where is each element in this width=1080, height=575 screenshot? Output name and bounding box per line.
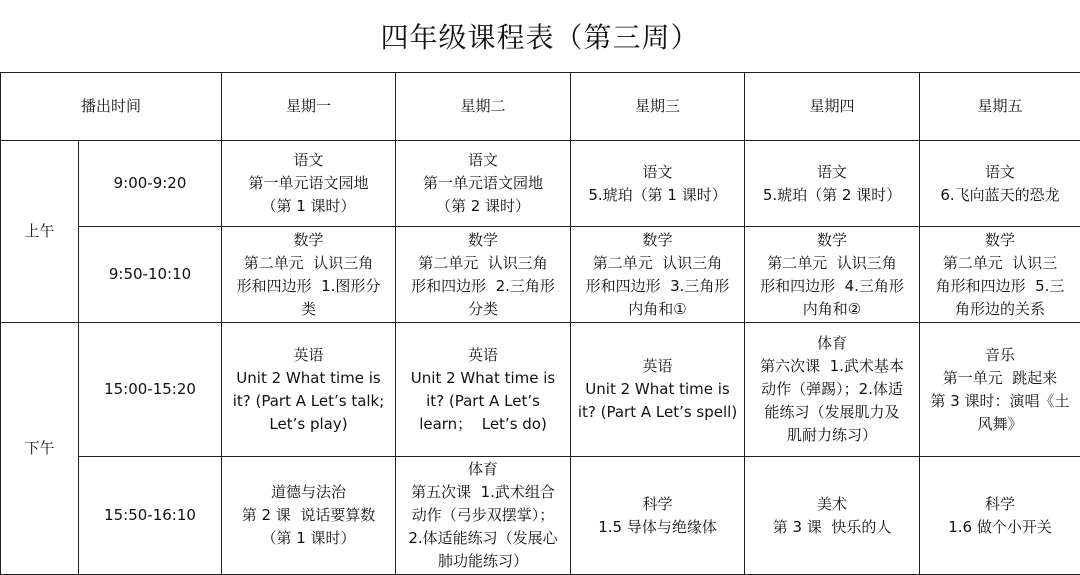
lesson-detail-line: it? (Part A Let’s spell): [577, 401, 738, 424]
subject-name: 音乐: [926, 344, 1074, 367]
lesson-detail-line: Let’s play): [228, 413, 389, 436]
header-day-friday: 星期五: [920, 73, 1080, 141]
lesson-detail-line: 角形和四边形 5.三: [926, 275, 1074, 298]
lesson-cell: [571, 323, 745, 457]
lesson-detail-line: 第一单元语文园地: [228, 172, 389, 195]
time-slot: 9:00-9:20: [79, 141, 222, 227]
subject-name: 语文: [402, 149, 564, 172]
lesson-cell: [920, 227, 1080, 323]
lesson-detail-line: 5.琥珀（第 1 课时）: [577, 184, 738, 207]
header-day-monday: 星期一: [222, 73, 396, 141]
time-slot: 9:50-10:10: [79, 227, 222, 323]
lesson-detail-line: 5.琥珀（第 2 课时）: [751, 184, 913, 207]
lesson-detail-line: 第 3 课 快乐的人: [751, 516, 913, 539]
lesson-detail-line: 形和四边形 4.三角形: [751, 275, 913, 298]
table-row: [1, 457, 1080, 575]
lesson-detail-line: 第二单元 认识三角: [577, 252, 738, 275]
lesson-detail-line: 1.6 做个小开关: [926, 516, 1074, 539]
subject-name: 科学: [577, 493, 738, 516]
subject-name: 语文: [228, 149, 389, 172]
lesson-cell: [396, 141, 571, 227]
subject-name: 数学: [751, 229, 913, 252]
subject-name: 体育: [402, 458, 564, 481]
lesson-detail-line: 动作（弹踢）；2.体适: [751, 378, 913, 401]
lesson-detail-line: （第 1 课时）: [228, 527, 389, 550]
lesson-cell: [396, 227, 571, 323]
header-time-column: 播出时间: [1, 73, 222, 141]
lesson-detail-line: 第二单元 认识三: [926, 252, 1074, 275]
lesson-detail-line: 风舞》: [926, 413, 1074, 436]
lesson-cell: [920, 457, 1080, 575]
lesson-detail-line: 第一单元 跳起来: [926, 367, 1074, 390]
subject-name: 数学: [402, 229, 564, 252]
subject-name: 语文: [751, 161, 913, 184]
lesson-detail-line: （第 2 课时）: [402, 195, 564, 218]
subject-name: 英语: [228, 344, 389, 367]
schedule-table: [0, 72, 1080, 575]
lesson-cell: [745, 457, 920, 575]
subject-name: 数学: [228, 229, 389, 252]
lesson-detail-line: 第 2 课 说话要算数: [228, 504, 389, 527]
table-row: [1, 323, 1080, 457]
lesson-detail-line: 第二单元 认识三角: [228, 252, 389, 275]
lesson-cell: [571, 227, 745, 323]
subject-name: 语文: [926, 161, 1074, 184]
period-morning: 上午: [1, 141, 79, 323]
lesson-detail-line: Unit 2 What time is: [228, 367, 389, 390]
lesson-cell: [222, 457, 396, 575]
subject-name: 数学: [577, 229, 738, 252]
lesson-detail-line: 形和四边形 3.三角形: [577, 275, 738, 298]
subject-name: 科学: [926, 493, 1074, 516]
lesson-detail-line: 肺功能练习）: [402, 550, 564, 573]
lesson-detail-line: 动作（弓步双摆掌）；: [402, 504, 564, 527]
lesson-detail-line: 第六次课 1.武术基本: [751, 355, 913, 378]
lesson-detail-line: 内角和①: [577, 298, 738, 321]
lesson-cell: [920, 141, 1080, 227]
lesson-detail-line: 角形边的关系: [926, 298, 1074, 321]
lesson-detail-line: 形和四边形 1.图形分: [228, 275, 389, 298]
lesson-detail-line: 第五次课 1.武术组合: [402, 481, 564, 504]
lesson-detail-line: 形和四边形 2.三角形: [402, 275, 564, 298]
table-row: [1, 227, 1080, 323]
header-day-thursday: 星期四: [745, 73, 920, 141]
lesson-cell: [222, 227, 396, 323]
lesson-cell: [571, 457, 745, 575]
lesson-detail-line: 第 3 课时：演唱《土: [926, 390, 1074, 413]
table-row: [1, 141, 1080, 227]
lesson-cell: [571, 141, 745, 227]
lesson-cell: [396, 457, 571, 575]
time-slot: 15:50-16:10: [79, 457, 222, 575]
lesson-detail-line: it? (Part A Let’s: [402, 390, 564, 413]
period-afternoon: 下午: [1, 323, 79, 575]
lesson-detail-line: Unit 2 What time is: [402, 367, 564, 390]
lesson-detail-line: 能练习（发展肌力及: [751, 401, 913, 424]
subject-name: 体育: [751, 332, 913, 355]
lesson-cell: [396, 323, 571, 457]
lesson-detail-line: 第二单元 认识三角: [402, 252, 564, 275]
lesson-cell: [920, 323, 1080, 457]
lesson-detail-line: 类: [228, 298, 389, 321]
subject-name: 语文: [577, 161, 738, 184]
lesson-detail-line: it? (Part A Let’s talk;: [228, 390, 389, 413]
subject-name: 美术: [751, 493, 913, 516]
lesson-cell: [745, 323, 920, 457]
subject-name: 道德与法治: [228, 481, 389, 504]
lesson-cell: [222, 141, 396, 227]
page-title: 四年级课程表（第三周）: [0, 0, 1080, 72]
header-row: [1, 73, 1080, 141]
subject-name: 英语: [402, 344, 564, 367]
lesson-detail-line: 第二单元 认识三角: [751, 252, 913, 275]
lesson-detail-line: 第一单元语文园地: [402, 172, 564, 195]
lesson-detail-line: Unit 2 What time is: [577, 378, 738, 401]
header-day-wednesday: 星期三: [571, 73, 745, 141]
time-slot: 15:00-15:20: [79, 323, 222, 457]
header-day-tuesday: 星期二: [396, 73, 571, 141]
lesson-detail-line: 内角和②: [751, 298, 913, 321]
lesson-cell: [222, 323, 396, 457]
lesson-detail-line: learn； Let’s do): [402, 413, 564, 436]
subject-name: 数学: [926, 229, 1074, 252]
lesson-detail-line: 分类: [402, 298, 564, 321]
lesson-detail-line: 2.体适能练习（发展心: [402, 527, 564, 550]
lesson-detail-line: 6.飞向蓝天的恐龙: [926, 184, 1074, 207]
subject-name: 英语: [577, 355, 738, 378]
lesson-cell: [745, 141, 920, 227]
lesson-detail-line: 肌耐力练习）: [751, 424, 913, 447]
lesson-detail-line: 1.5 导体与绝缘体: [577, 516, 738, 539]
lesson-cell: [745, 227, 920, 323]
lesson-detail-line: （第 1 课时）: [228, 195, 389, 218]
